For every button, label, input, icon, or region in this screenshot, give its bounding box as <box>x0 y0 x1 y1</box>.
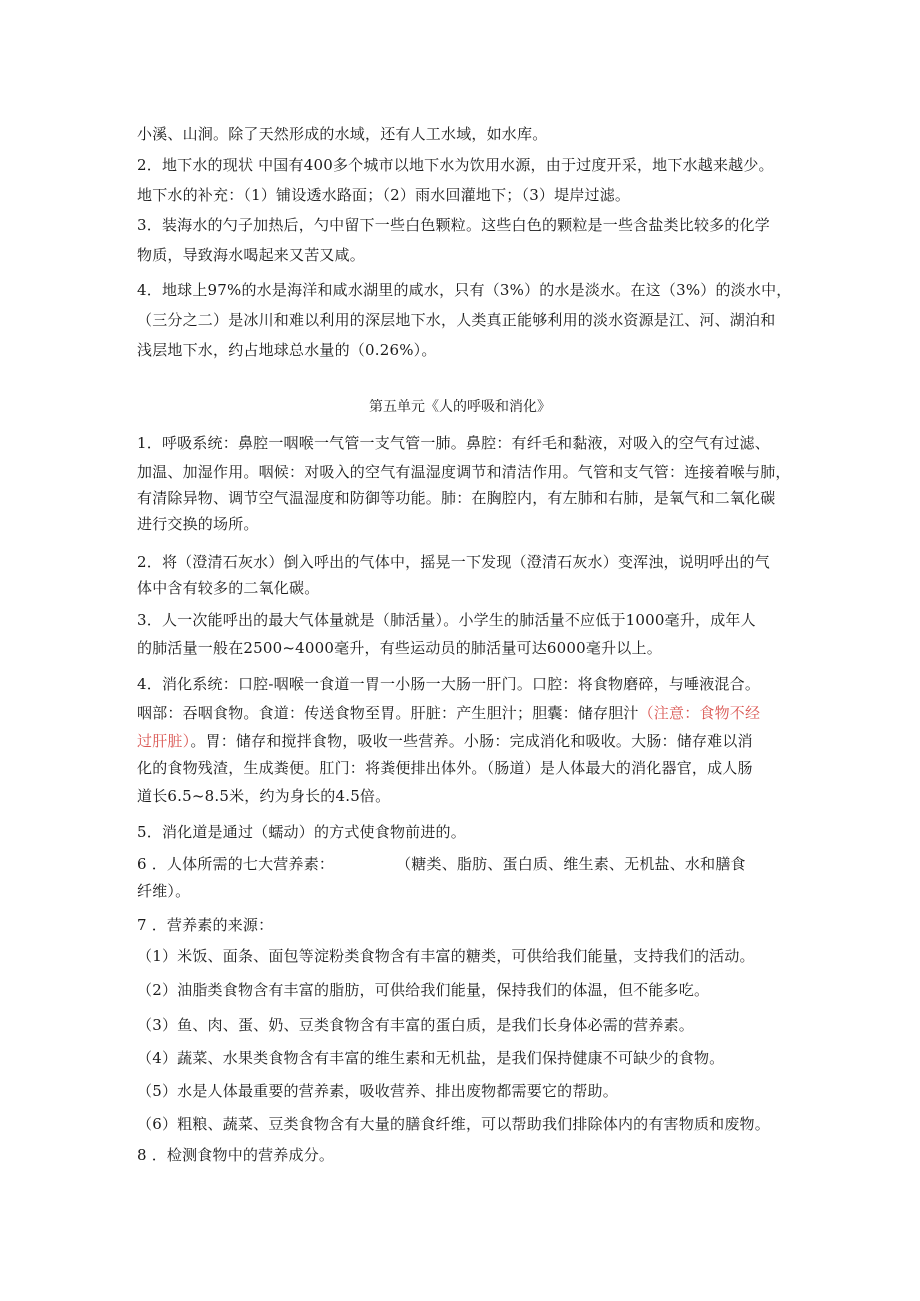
text-line <box>137 854 746 874</box>
text-line: （三分之二）是冰川和难以利用的深层地下水，人类真正能够利用的淡水资源是江、河、湖泊和 <box>137 311 776 329</box>
text-line: 有清除异物、调节空气温湿度和防御等功能。肺：在胸腔内，有左肺和右肺，是氧气和二氧化碳 <box>137 489 776 507</box>
text-segment: 。胃：储存和搅拌食物，吸收一些营养。小肠：完成消化和吸收。大肠：储存难以消 <box>190 732 753 750</box>
text-line: 的肺活量一般在2500~4000毫升，有些运动员的肺活量可达6000毫升以上。 <box>137 639 662 657</box>
unit-title: 第五单元《人的呼吸和消化》 <box>369 399 551 415</box>
text-line: 2．地下水的现状 中国有400多个城市以地下水为饮用水源，由于过度开采，地下水越来越少。 <box>137 156 774 174</box>
text-line: 小溪、山涧。除了天然形成的水域，还有人工水域，如水库。 <box>137 125 548 143</box>
text-line: 8 ．检测食物中的营养成分。 <box>137 1146 335 1164</box>
text-segment: 6 ．人体所需的七大营养素： <box>137 855 335 873</box>
text-line: 体中含有较多的二氧化碳。 <box>137 579 320 597</box>
text-line: 浅层地下水，约占地球总水量的（0.26%）。 <box>137 341 437 359</box>
text-line: 加温、加湿作用。咽候：对吸入的空气有温湿度调节和清洁作用。气管和支气管：连接着喉与肺， <box>137 463 791 481</box>
note-highlight: （注意：食物不经 <box>638 704 761 722</box>
text-line: 物质，导致海水喝起来又苦又咸。 <box>137 246 366 264</box>
note-highlight: 过肝脏） <box>137 732 191 750</box>
text-line: 地下水的补充：（1）铺设透水路面；（2）雨水回灌地下；（3）堤岸过滤。 <box>137 186 631 204</box>
list-item: （2）油脂类食物含有丰富的脂肪，可供给我们能量，保持我们的体温，但不能多吃。 <box>137 981 710 999</box>
list-item: （3）鱼、肉、蛋、奶、豆类食物含有丰富的蛋白质，是我们长身体必需的营养素。 <box>137 1016 694 1034</box>
text-line: 进行交换的场所。 <box>137 515 259 533</box>
text-line: 5．消化道是通过（蠕动）的方式使食物前进的。 <box>137 823 466 841</box>
text-segment: （糖类、脂肪、蛋白质、维生素、无机盐、水和膳食 <box>396 855 746 873</box>
text-line: 4．地球上97%的水是海洋和咸水湖里的咸水，只有（3%）的水是淡水。在这（3%）的淡水中， <box>137 281 792 299</box>
text-line: 1．呼吸系统：鼻腔一咽喉一气管一支气管一肺。鼻腔：有纤毛和黏液，对吸入的空气有过滤、 <box>137 434 770 452</box>
text-line <box>137 703 760 723</box>
list-item: （6）粗粮、蔬菜、豆类食物含有大量的膳食纤维，可以帮助我们排除体内的有害物质和废物。 <box>137 1115 770 1133</box>
text-line: 4．消化系统：口腔-咽喉一食道一胃一小肠一大肠一肝门。口腔：将食物磨碎，与唾液混合。 <box>137 675 761 693</box>
text-line: 道长6.5~8.5米，约为身长的4.5倍。 <box>137 787 391 805</box>
text-line: 化的食物残渣，生成粪便。肛门：将粪便排出体外。（肠道）是人体最大的消化器官，成人肠 <box>137 759 753 777</box>
text-line <box>137 731 753 751</box>
text-line: 3．装海水的勺子加热后，勺中留下一些白色颗粒。这些白色的颗粒是一些含盐类比较多的化学 <box>137 216 770 234</box>
text-line: 纤维）。 <box>137 882 191 900</box>
text-line: 2．将（澄清石灰水）倒入呼出的气体中，摇晃一下发现（澄清石灰水）变浑浊，说明呼出的气 <box>137 553 770 571</box>
text-line: 7 ．营养素的来源： <box>137 916 274 934</box>
text-line: 3．人一次能呼出的最大气体量就是（肺活量）。小学生的肺活量不应低于1000毫升，成年人 <box>137 611 756 629</box>
list-item: （5）水是人体最重要的营养素，吸收营养、排出废物都需要它的帮助。 <box>137 1082 618 1100</box>
list-item: （1）米饭、面条、面包等淀粉类食物含有丰富的糖类，可供给我们能量，支持我们的活动。 <box>137 947 755 965</box>
list-item: （4）蔬菜、水果类食物含有丰富的维生素和无机盐，是我们保持健康不可缺少的食物。 <box>137 1049 725 1067</box>
text-segment: 咽部：吞咽食物。食道：传送食物至胃。肝脏：产生胆汁；胆囊：储存胆汁 <box>137 704 639 722</box>
